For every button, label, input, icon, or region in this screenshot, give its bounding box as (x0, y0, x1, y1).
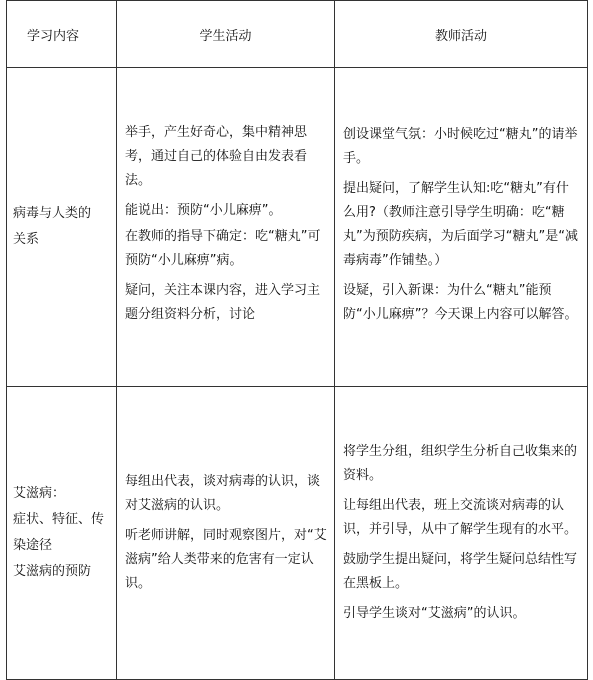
teacher-paragraph: 创设课堂气氛：小时候吃过“糖丸”的请举手。 (343, 127, 578, 166)
teacher-activity-cell (335, 387, 588, 680)
table-row (7, 68, 588, 387)
teacher-paragraph: 引导学生谈对“艾滋病”的认识。 (343, 606, 526, 621)
teacher-paragraph: 设疑，引入新课：为什么“糖丸”能预防“小儿麻痹”？今天课上内容可以解答。 (343, 283, 578, 322)
student-activity-cell (117, 68, 335, 387)
topic-line: 症状、特征、传 (13, 512, 105, 527)
student-paragraph: 举手，产生好奇心，集中精神思考，通过自己的体验自由发表看法。 (125, 125, 308, 188)
teacher-paragraph: 让每组出代表，班上交流谈对病毒的认识，并引导，从中了解学生现有的水平。 (343, 498, 578, 537)
teacher-paragraph: 鼓励学生提出疑问，将学生疑问总结性写在黑板上。 (343, 552, 578, 591)
topic-cell (7, 68, 117, 387)
teacher-paragraph: 提出疑问，了解学生认知:吃“糖丸”有什么用?（教师注意引导学生明确：吃“糖丸”为预防疾病，为后面学习“糖丸”是“减毒病毒”作铺垫。） (343, 181, 578, 268)
student-paragraph: 听老师讲解，同时观察图片，对“艾滋病”给人类带来的危害有一定认识。 (125, 528, 327, 591)
table-row (7, 387, 588, 680)
topic-line: 艾滋病的预防 (13, 564, 92, 579)
student-paragraph: 疑问，关注本课内容，进入学习主题分组资料分析，讨论 (125, 283, 321, 322)
topic-line: 艾滋病： (13, 486, 66, 501)
header-teacher-activity: 教师活动 (335, 1, 588, 68)
teacher-activity-cell (335, 68, 588, 387)
teacher-paragraph: 将学生分组，组织学生分析自己收集来的资料。 (343, 444, 578, 483)
header-student-activity: 学生活动 (117, 1, 335, 68)
topic-line: 关系 (13, 232, 40, 247)
topic-line: 染途径 (13, 538, 53, 553)
student-activity-cell (117, 387, 335, 680)
student-paragraph: 能说出：预防“小儿麻痹”。 (125, 203, 282, 218)
header-learning-content: 学习内容 (7, 1, 117, 68)
student-paragraph: 每组出代表，谈对病毒的认识，谈对艾滋病的认识。 (125, 474, 321, 513)
student-paragraph: 在教师的指导下确定：吃“糖丸”可预防“小儿麻痹”病。 (125, 229, 321, 268)
topic-line: 病毒与人类的 (13, 206, 92, 221)
table-header-row (7, 1, 588, 68)
topic-cell (7, 387, 117, 680)
lesson-plan-table (6, 0, 588, 680)
